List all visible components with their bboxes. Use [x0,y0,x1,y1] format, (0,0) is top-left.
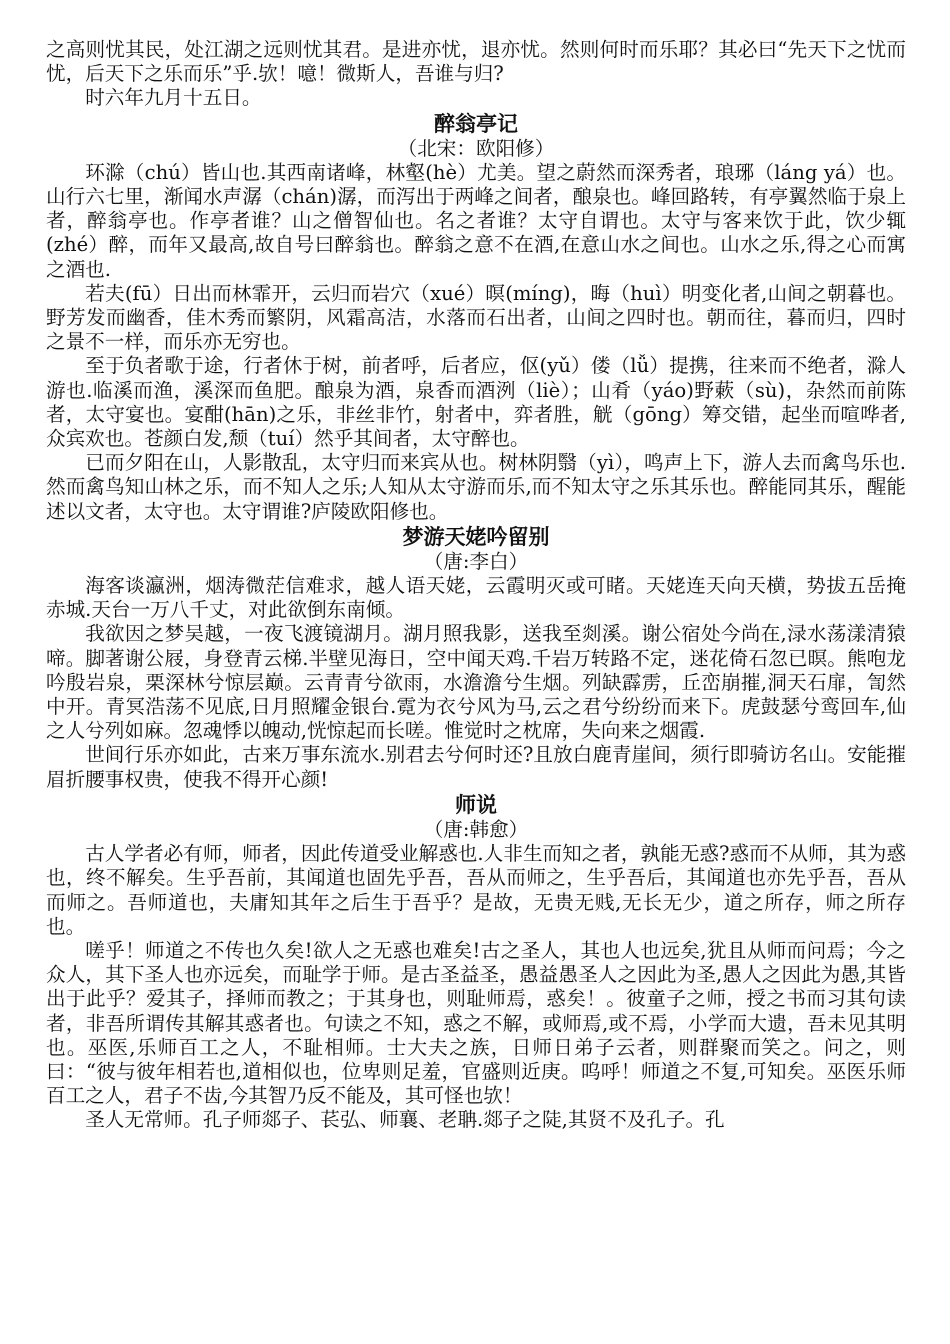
paragraph: 海客谈瀛洲，烟涛微茫信难求，越人语天姥，云霞明灭或可睹。天姥连天向天横，势拔五岳掩赤城.天台一万八千丈，对此欲倒东南倾。 [46,574,906,622]
prev-essay-date: 时六年九月十五日。 [85,86,262,110]
paragraph: 环滁（chú）皆山也.其西南诸峰，林壑(hè）尤美。望之蔚然而深秀者，琅琊（láng yá）也。山行六七里，渐闻水声潺（chán)潺，而泻出于两峰之间者，酿泉也。峰回路转，有亭翼然临于泉上者，醉翁亭也。作亭者谁？山之僧智仙也。名之者谁？太守自谓也。太守与客来饮于此，饮少辄(zhé）醉，而年又最高,故自号曰醉翁也。醉翁之意不在酒,在意山水之间也。山水之乐,得之心而寓之酒也. [46,160,906,281]
section-author: （北宋：欧阳修） [397,136,555,160]
paragraph: 圣人无常师。孔子师郯子、苌弘、师襄、老聃.郯子之陡,其贤不及孔子。孔 [85,1108,725,1132]
section-title: 师说 [455,792,497,817]
paragraph: 嗟乎！师道之不传也久矣!欲人之无惑也难矣!古之圣人，其也人也远矣,犹且从师而问焉；今之众人，其下圣人也亦远矣，而耻学于师。是古圣益圣，愚益愚圣人之因此为圣,愚人之因此为愚,其皆出于此乎？爱其子，择师而教之；于其身也，则耻师焉，惑矣！。彼童子之师，授之书而习其句读者，非吾所谓传其解其惑者也。句读之不知，惑之不解，或师焉,或不焉，小学而大遗，吾未见其明也。巫医,乐师百工之人，不耻相师。士大夫之族，日师日弟子云者，则群聚而笑之。问之，则曰：“彼与彼年相若也,道相似也，位卑则足羞，官盛则近庚。呜呼！师道之不复,可知矣。巫医乐师百工之人，君子不齿,今其智乃反不能及，其可怪也欤！ [46,938,906,1108]
paragraph: 已而夕阳在山，人影散乱，太守归而来宾从也。树林阴翳（yì），鸣声上下，游人去而禽鸟乐也.然而禽鸟知山林之乐，而不知人之乐;人知从太守游而乐,而不知太守之乐其乐也。醉能同其乐，醒能述以文者，太守也。太守谓谁?庐陵欧阳修也。 [46,451,906,523]
section-title: 醉翁亭记 [434,111,518,136]
section-title: 梦游天姥吟留别 [402,524,550,549]
paragraph: 若夫(fū）日出而林霏开，云归而岩穴（xué）暝(míng)，晦（huì）明变化者,山间之朝暮也。野芳发而幽香，佳木秀而繁阴，风霜高洁，水落而石出者，山间之四时也。朝而往，暮而归，四时之景不一样，而乐亦无穷也。 [46,281,906,354]
paragraph: 我欲因之梦吴越，一夜飞渡镜湖月。湖月照我影，送我至剡溪。谢公宿处今尚在,渌水荡漾清猿啼。脚著谢公屐，身登青云梯.半壁见海日，空中闻天鸡.千岩万转路不定，迷花倚石忽已暝。熊咆龙吟殷岩泉，栗深林兮惊层巅。云青青兮欲雨，水澹澹兮生烟。列缺霹雳，丘峦崩摧,洞天石扉，訇然中开。青冥浩荡不见底,日月照耀金银台.霓为衣兮风为马,云之君兮纷纷而来下。虎鼓瑟兮鸾回车,仙之人兮列如麻。忽魂悸以魄动,恍惊起而长嗟。惟觉时之枕席，失向来之烟霞. [46,622,906,743]
paragraph: 至于负者歌于途，行者休于树，前者呼，后者应，伛(yǔ）偻（lǚ）提携，往来而不绝者，滁人游也.临溪而渔，溪深而鱼肥。酿泉为酒，泉香而酒洌（liè）；山肴（yáo)野蔌（sù)，杂然而前陈者，太守宴也。宴酣(hān)之乐，非丝非竹，射者中，弈者胜，觥（gōng）筹交错，起坐而喧哗者,众宾欢也。苍颜白发,颓（tuí）然乎其间者，太守醉也。 [46,354,906,451]
paragraph: 世间行乐亦如此，古来万事东流水.别君去兮何时还?且放白鹿青崖间，须行即骑访名山。安能摧眉折腰事权贵，使我不得开心颜! [46,743,906,791]
section-author: （唐:李白） [423,549,529,573]
prev-essay-tail: 之高则忧其民，处江湖之远则忧其君。是进亦忧，退亦忧。然则何时而乐耶？其必曰“先天下之忧而忧，后天下之乐而乐”乎.欤！噫！微斯人，吾谁与归? [46,38,906,86]
poem-mengyoutianmu [46,524,906,792]
paragraph: 古人学者必有师，师者，因此传道受业解惑也.人非生而知之者，孰能无惑?惑而不从师，其为惑也，终不解矣。生乎吾前，其闻道也固先乎吾，吾从而师之，生乎吾后，其闻道也亦先乎吾，吾从而师之。吾师道也，夫庸知其年之后生于吾乎？是故，无贵无贱,无长无少，道之所存，师之所存也。 [46,842,906,938]
section-author: （唐:韩愈） [423,817,529,841]
essay-shishuo [46,792,906,1133]
essay-zuiwengting [46,111,906,524]
